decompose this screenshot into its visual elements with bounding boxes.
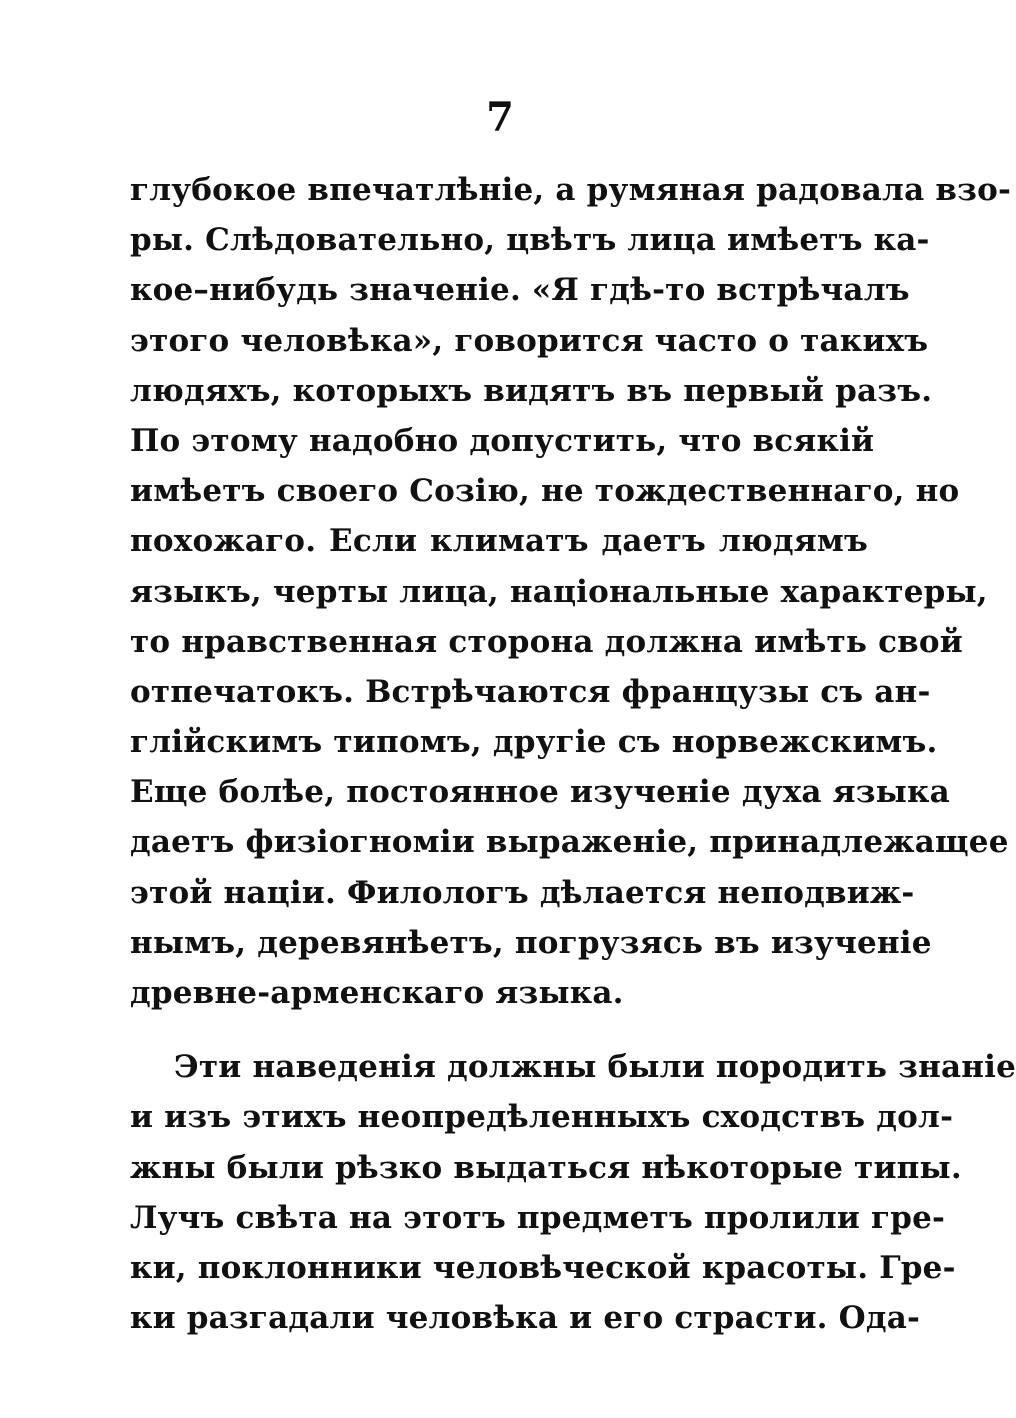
text-line: этой націи. Филологъ дѣлается неподвиж- [130, 874, 915, 911]
text-line: отпечатокъ. Встрѣчаются французы съ ан- [130, 673, 931, 710]
text-line: По этому надобно допустить, что всякій [130, 422, 875, 459]
text-line: людяхъ, которыхъ видятъ въ первый разъ. [130, 372, 933, 409]
text-line: Лучъ свѣта на этотъ предметъ пролили гре- [130, 1199, 946, 1236]
text-line: кое–нибудь значеніе. «Я гдѣ-то встрѣчалъ [130, 272, 910, 309]
text-line: то нравственная сторона должна имѣть свой [130, 623, 963, 660]
page-number: 7 [486, 94, 514, 141]
text-line: ры. Слѣдовательно, цвѣтъ лица имѣетъ ка- [130, 222, 930, 259]
text-line: нымъ, деревянѣетъ, погрузясь въ изученіе [130, 924, 932, 961]
text-line: этого человѣка», говорится часто о такихъ [130, 322, 929, 359]
paragraph-2 [130, 1042, 1016, 1343]
body-text [130, 165, 1016, 1343]
text-line: жны были рѣзко выдаться нѣкоторые типы. [130, 1149, 962, 1186]
text-line: Эти наведенія должны были породить знаніе [174, 1049, 1016, 1086]
text-line: похожаго. Если климатъ даетъ людямъ [130, 523, 868, 560]
text-line: имѣетъ своего Созію, не тождественнаго, но [130, 473, 960, 510]
text-line: глубокое впечатлѣніе, а румяная радовала взо- [130, 172, 1012, 208]
text-line: глійскимъ типомъ, другіе съ норвежскимъ. [130, 724, 938, 761]
text-line: ки, поклонники человѣческой красоты. Гре- [130, 1249, 956, 1286]
paragraph-1 [130, 165, 1012, 1018]
text-line: древне-арменскаго языка. [130, 975, 624, 1011]
text-line: и изъ этихъ неопредѣленныхъ сходствъ дол- [130, 1099, 954, 1136]
paragraph-gap [130, 1018, 868, 1042]
text-line: ки разгадали человѣка и его страсти. Ода- [130, 1300, 921, 1337]
text-line: языкъ, черты лица, національные характеры, [130, 573, 988, 610]
text-line: Еще болѣе, постоянное изученіе духа языка [130, 774, 950, 811]
text-line: даетъ физіогноміи выраженіе, принадлежащее [130, 824, 1009, 861]
